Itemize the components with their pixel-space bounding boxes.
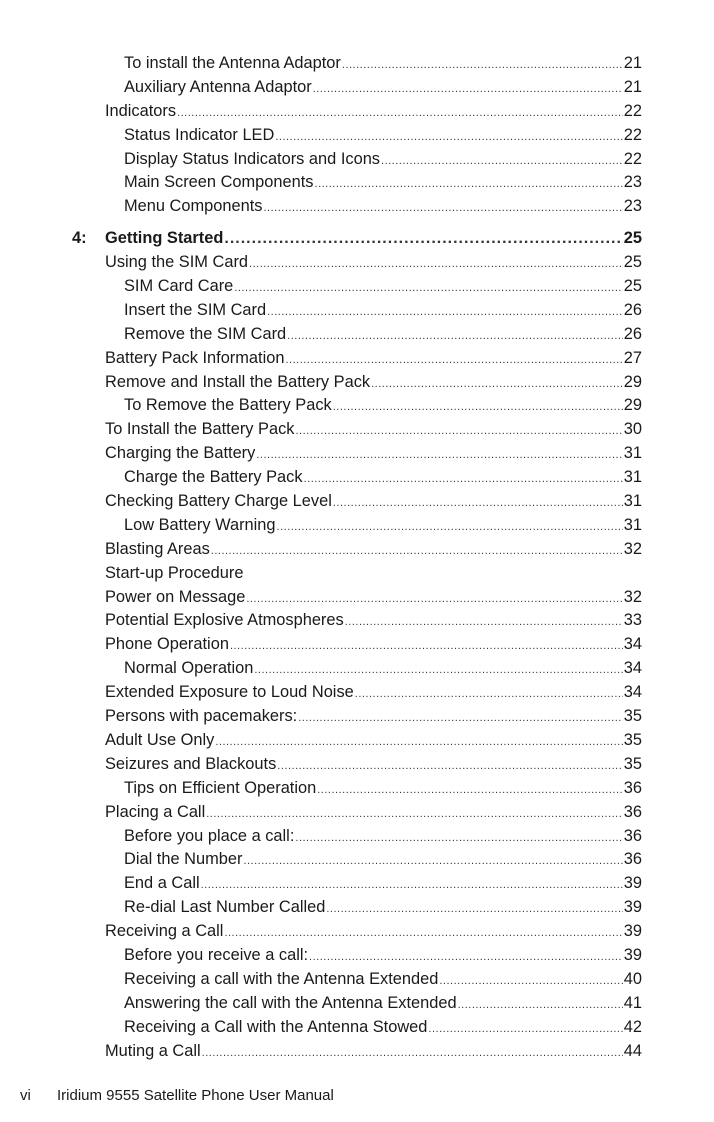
toc-entry[interactable] [0, 323, 642, 347]
toc-entry[interactable] [0, 609, 642, 633]
toc-entry-title: To install the Antenna Adaptor [124, 54, 341, 72]
toc-entry[interactable] [0, 825, 642, 849]
toc-entry[interactable] [0, 490, 642, 514]
toc-dot-leader [309, 944, 623, 970]
toc-entry-title: Power on Message [105, 587, 246, 606]
toc-entry-title: Low Battery Warning [124, 515, 276, 534]
toc-entry[interactable] [0, 76, 642, 100]
toc-entry-page-number: 34 [623, 683, 642, 702]
table-of-contents [0, 52, 714, 1063]
toc-entry-page-number: 39 [623, 898, 642, 917]
toc-entry-page-number: 22 [623, 101, 642, 120]
toc-entry-title: Seizures and Blackouts [105, 754, 277, 773]
toc-dot-leader [458, 992, 623, 1018]
toc-dot-leader [381, 148, 623, 174]
toc-entry-title: Charging the Battery [105, 444, 256, 463]
toc-entry[interactable] [0, 753, 642, 777]
toc-entry-title: Receiving a Call with the Antenna Stowed [124, 1017, 428, 1036]
toc-entry-page-number: 30 [623, 420, 642, 439]
toc-dot-leader [267, 299, 623, 325]
toc-entry[interactable] [0, 705, 642, 729]
toc-entry-page-number: 36 [623, 802, 642, 821]
toc-entry-title: Muting a Call [105, 1041, 201, 1060]
toc-entry-page-number: 35 [623, 754, 642, 773]
toc-entry-title: Remove and Install the Battery Pack [105, 372, 371, 391]
toc-dot-leader [315, 171, 623, 197]
toc-dot-leader [206, 801, 623, 827]
toc-dot-leader [333, 490, 623, 516]
toc-entry-title: Remove the SIM Card [124, 324, 287, 343]
toc-dot-leader [224, 920, 622, 946]
toc-dot-leader [296, 418, 623, 444]
toc-dot-leader [275, 124, 622, 150]
toc-entry-page-number: 22 [623, 149, 642, 168]
toc-entry-page-number: 21 [623, 77, 642, 96]
toc-entry[interactable] [0, 633, 642, 657]
toc-entry-title: Dial the Number [124, 850, 243, 869]
toc-entry-page-number: 35 [623, 730, 642, 749]
toc-entry-page-number: 27 [623, 348, 642, 367]
toc-entry[interactable] [0, 1016, 642, 1040]
toc-entry-title: Tips on Efficient Operation [124, 778, 317, 797]
toc-entry[interactable] [0, 442, 642, 466]
toc-entry-page-number: 25 [623, 253, 642, 272]
toc-entry[interactable] [0, 514, 642, 538]
toc-entry-page-number: 34 [623, 635, 642, 654]
toc-entry-page-number: 26 [623, 324, 642, 343]
toc-dot-leader [264, 195, 623, 221]
toc-entry-page-number: 36 [623, 778, 642, 797]
toc-entry-page-number: 31 [623, 492, 642, 511]
toc-entry[interactable] [0, 1040, 642, 1064]
toc-entry-title: Main Screen Components [124, 173, 314, 192]
toc-entry[interactable] [0, 872, 642, 896]
toc-entry[interactable] [0, 777, 642, 801]
toc-entry[interactable] [0, 657, 642, 681]
toc-dot-leader [287, 323, 623, 349]
toc-entry-title: SIM Card Care [124, 277, 234, 296]
toc-dot-leader [202, 1040, 623, 1066]
toc-entry[interactable] [0, 466, 642, 490]
toc-entry-title: Insert the SIM Card [124, 300, 267, 319]
toc-entry-page-number: 25 [623, 277, 642, 296]
toc-dot-leader [201, 872, 623, 898]
toc-entry-title: Blasting Areas [105, 539, 210, 558]
toc-entry[interactable] [0, 968, 642, 992]
toc-entry-page-number: 33 [623, 611, 642, 630]
toc-entry-title: Potential Explosive Atmospheres [105, 611, 344, 630]
toc-dot-leader [256, 442, 622, 468]
toc-entry-page-number: 44 [623, 1041, 642, 1060]
toc-entry-title: To Remove the Battery Pack [124, 396, 332, 415]
toc-entry-page-number: 31 [623, 468, 642, 487]
toc-entry-page-number: 23 [623, 197, 642, 216]
toc-dot-leader [215, 729, 622, 755]
toc-entry-page-number: 39 [623, 922, 642, 941]
toc-entry-title: Extended Exposure to Loud Noise [105, 683, 354, 702]
toc-entry[interactable] [0, 801, 642, 825]
toc-dot-leader [371, 371, 623, 397]
footer-manual-title: Iridium 9555 Satellite Phone User Manual [57, 1087, 334, 1104]
toc-entry-title: Normal Operation [124, 659, 254, 678]
toc-entry-title: Receiving a call with the Antenna Extended [124, 969, 439, 988]
toc-dot-leader [342, 52, 623, 78]
toc-entry-page-number: 35 [623, 707, 642, 726]
toc-entry-title: Before you receive a call: [124, 945, 309, 964]
toc-entry-page-number: 26 [623, 300, 642, 319]
toc-dot-leader [304, 466, 623, 492]
toc-entry-title: Placing a Call [105, 802, 206, 821]
toc-entry-title: To Install the Battery Pack [105, 420, 295, 439]
toc-entry[interactable] [0, 538, 642, 562]
toc-entry-title: Adult Use Only [105, 730, 215, 749]
toc-entry-title: Answering the call with the Antenna Extended [124, 993, 457, 1012]
toc-entry[interactable] [0, 52, 642, 76]
toc-dot-leader [317, 777, 623, 803]
toc-entry-page-number: 36 [623, 826, 642, 845]
toc-entry-page-number: 25 [623, 229, 642, 248]
toc-entry[interactable] [0, 896, 642, 920]
toc-entry[interactable] [0, 251, 642, 275]
toc-entry-page-number: 32 [623, 539, 642, 558]
toc-entry[interactable] [0, 562, 642, 586]
toc-dot-leader [230, 633, 623, 659]
toc-entry-title: Checking Battery Charge Level [105, 492, 332, 511]
toc-entry-page-number: 34 [623, 659, 642, 678]
toc-entry[interactable] [0, 848, 642, 872]
toc-entry[interactable] [0, 992, 642, 1016]
toc-entry-page-number: 39 [623, 945, 642, 964]
toc-dot-leader [224, 227, 622, 251]
toc-dot-leader [277, 514, 623, 540]
toc-entry-page-number: 41 [623, 993, 642, 1012]
toc-dot-leader [313, 76, 623, 102]
toc-entry-title: Battery Pack Information [105, 348, 285, 367]
toc-entry[interactable] [0, 299, 642, 323]
toc-entry[interactable] [0, 100, 642, 124]
toc-dot-leader [177, 100, 623, 126]
toc-dot-leader [298, 705, 623, 731]
toc-entry[interactable] [0, 394, 642, 418]
toc-entry-title: Phone Operation [105, 635, 229, 654]
toc-entry-page-number: 31 [623, 444, 642, 463]
toc-entry[interactable] [0, 729, 642, 753]
toc-entry-title: Re-dial Last Number Called [124, 898, 326, 917]
toc-entry-page-number: 21 [623, 54, 642, 72]
toc-chapter-entry[interactable] [0, 227, 642, 251]
toc-entry-page-number: 39 [623, 874, 642, 893]
toc-dot-leader [246, 586, 622, 612]
toc-entry[interactable] [0, 586, 642, 610]
toc-dot-leader [326, 896, 622, 922]
toc-entry-page-number: 23 [623, 173, 642, 192]
toc-entry-page-number: 42 [623, 1017, 642, 1036]
toc-entry-title: End a Call [124, 874, 200, 893]
toc-entry-title: Menu Components [124, 197, 263, 216]
toc-entry-page-number: 32 [623, 587, 642, 606]
toc-entry[interactable] [0, 418, 642, 442]
toc-entry[interactable] [0, 347, 642, 371]
toc-entry-title: Charge the Battery Pack [124, 468, 303, 487]
toc-dot-leader [249, 251, 623, 277]
toc-entry-title: Status Indicator LED [124, 125, 275, 144]
toc-entry-title: Auxiliary Antenna Adaptor [124, 77, 312, 96]
toc-entry-page-number: 29 [623, 396, 642, 415]
toc-entry-title: Display Status Indicators and Icons [124, 149, 381, 168]
toc-dot-leader [355, 681, 623, 707]
toc-entry-title: Persons with pacemakers: [105, 707, 298, 726]
toc-entry-title: Before you place a call: [124, 826, 295, 845]
toc-dot-leader [439, 968, 622, 994]
toc-dot-leader [277, 753, 622, 779]
toc-dot-leader [243, 848, 622, 874]
toc-entry[interactable] [0, 171, 642, 195]
toc-entry-title: Using the SIM Card [105, 253, 249, 272]
toc-entry-page-number: 31 [623, 515, 642, 534]
toc-entry[interactable] [0, 681, 642, 705]
toc-dot-leader [345, 609, 623, 635]
toc-entry-page-number: 22 [623, 125, 642, 144]
toc-entry[interactable] [0, 195, 642, 219]
toc-entry[interactable] [0, 124, 642, 148]
toc-dot-leader [254, 657, 622, 683]
toc-entry[interactable] [0, 275, 642, 299]
toc-entry[interactable] [0, 944, 642, 968]
toc-dot-leader [211, 538, 623, 564]
toc-dot-leader [333, 394, 623, 420]
toc-dot-leader [285, 347, 622, 373]
toc-dot-leader [234, 275, 622, 301]
toc-entry[interactable] [0, 920, 642, 944]
page-footer [20, 1087, 334, 1104]
toc-dot-leader [295, 825, 622, 851]
toc-entry[interactable] [0, 148, 642, 172]
toc-entry-page-number: 36 [623, 850, 642, 869]
toc-chapter-number: 4: [72, 229, 87, 248]
toc-entry-title: Start-up Procedure [105, 563, 244, 582]
toc-entry-page-number: 40 [623, 969, 642, 988]
footer-page-number: vi [20, 1087, 31, 1104]
toc-entry-title: Indicators [105, 101, 177, 120]
toc-entry[interactable] [0, 371, 642, 395]
toc-entry-page-number: 29 [623, 372, 642, 391]
toc-entry-title: Receiving a Call [105, 922, 224, 941]
toc-dot-leader [428, 1016, 622, 1042]
toc-entry-title: Getting Started [105, 229, 224, 248]
